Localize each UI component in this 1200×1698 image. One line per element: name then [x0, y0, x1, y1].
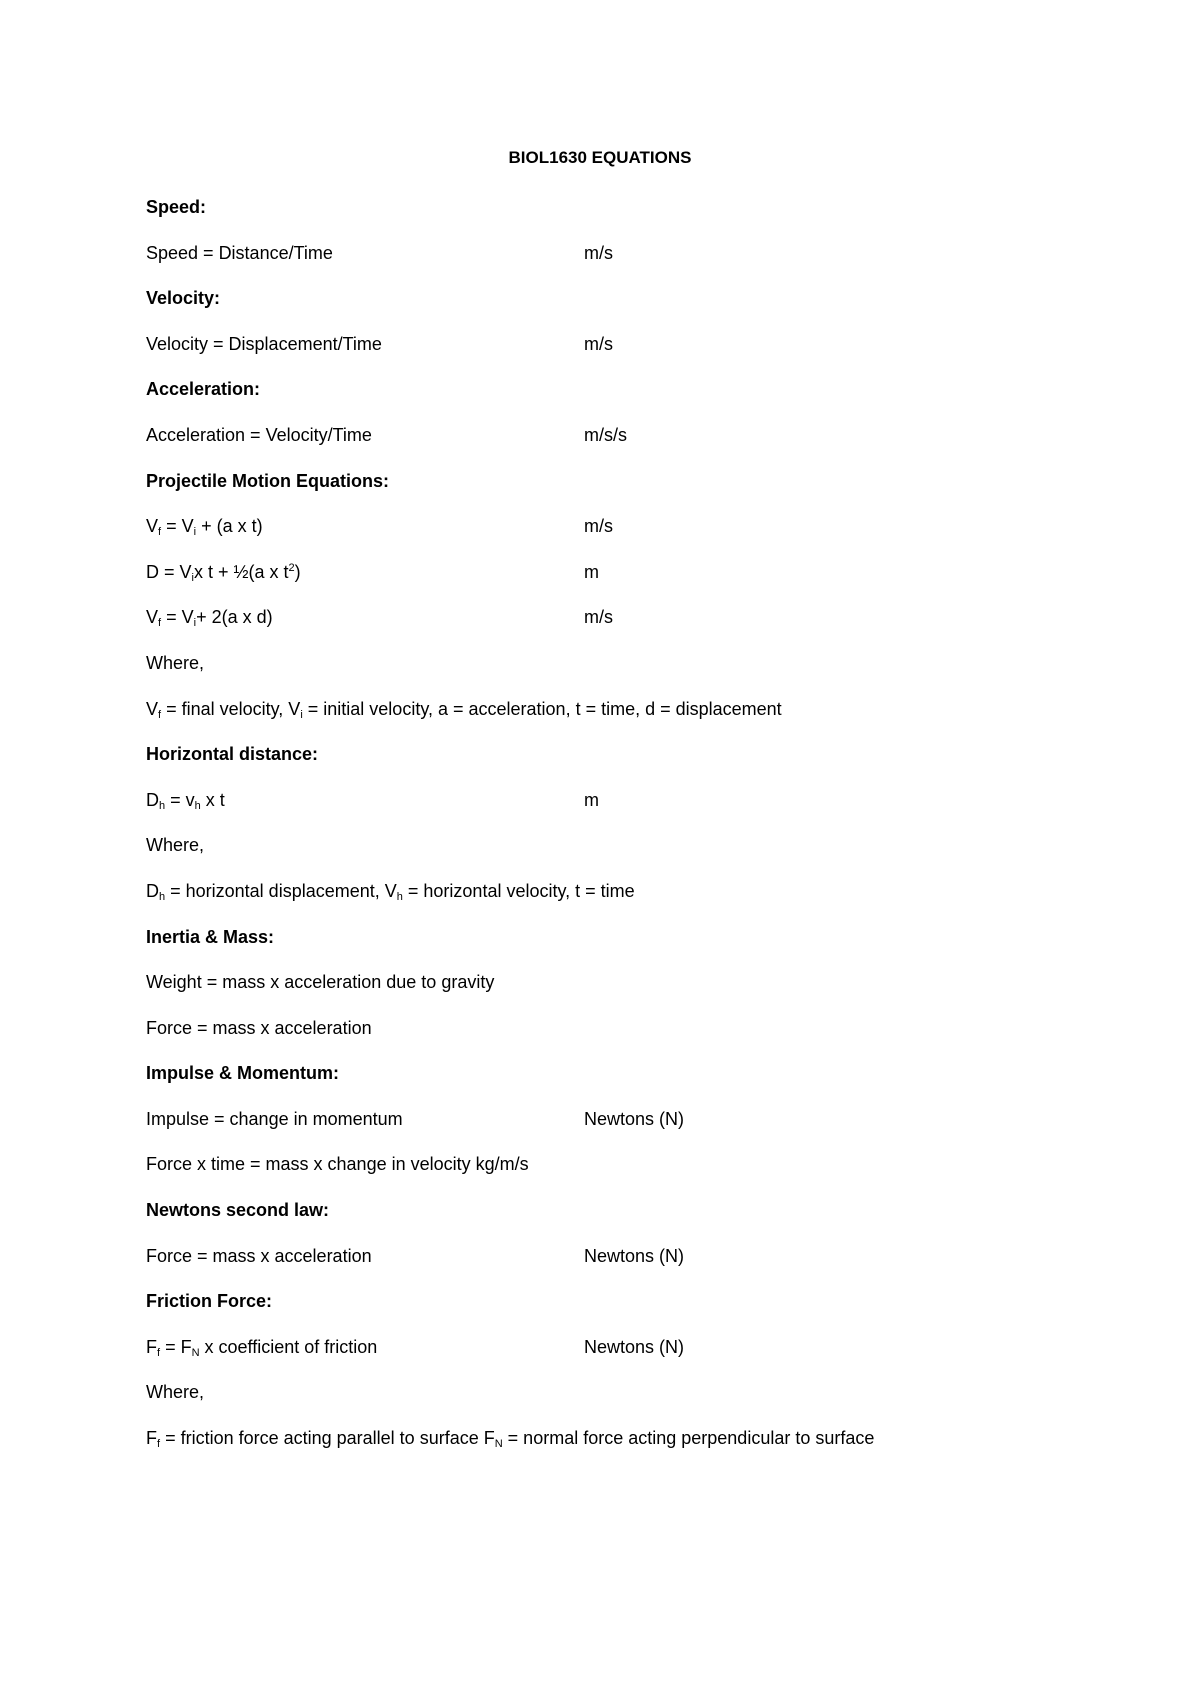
document-body — [146, 196, 1146, 1473]
acceleration-unit: m/s/s — [584, 424, 627, 445]
projectile-equation-1-row — [146, 515, 1146, 561]
var-f: F — [146, 1336, 157, 1357]
newton-heading: Newtons second law: — [146, 1200, 330, 1221]
document-title: BIOL1630 EQUATIONS — [508, 148, 692, 167]
subscript-i: i — [193, 617, 197, 630]
var-v: V — [146, 698, 159, 719]
friction-equation-row — [146, 1336, 1146, 1382]
subscript-f: f — [157, 1346, 161, 1359]
var-d: D — [146, 789, 159, 810]
subscript-n: N — [191, 1346, 200, 1359]
velocity-heading: Velocity: — [146, 288, 221, 309]
projectile-where: Where, — [146, 652, 205, 673]
var-v: V — [146, 516, 159, 537]
velocity-unit: m/s — [584, 333, 613, 354]
projectile-equation-1 — [146, 516, 263, 539]
impulse-equation-2: Force x time = mass x change in velocity kg/m/s — [146, 1154, 529, 1175]
subscript-i: i — [191, 571, 194, 584]
equation-rest: + 2(a x d) — [196, 607, 273, 628]
subscript-h: h — [159, 890, 166, 903]
projectile-equation-3-row — [146, 606, 1146, 652]
speed-equation: Speed = Distance/Time — [146, 242, 333, 263]
subscript-h: h — [159, 799, 166, 812]
horizontal-equation — [146, 790, 225, 810]
acceleration-heading: Acceleration: — [146, 379, 261, 400]
definition-text-2: = normal force acting perpendicular to surface — [502, 1428, 875, 1449]
projectile-equation-1-unit: m/s — [584, 516, 613, 537]
projectile-heading: Projectile Motion Equations: — [146, 470, 390, 491]
equation-part-b: x t + ½(a x t — [193, 561, 289, 582]
equation-part-c: ) — [294, 561, 301, 582]
velocity-equation-row — [146, 333, 1146, 379]
projectile-equation-2-unit: m — [584, 561, 599, 582]
friction-unit: Newtons (N) — [584, 1336, 685, 1357]
projectile-equation-3 — [146, 607, 273, 630]
equals-v: = V — [161, 607, 194, 628]
var-f: F — [146, 1428, 157, 1449]
subscript-f: f — [158, 617, 162, 630]
speed-unit: m/s — [584, 242, 613, 263]
equation-rest: x coefficient of friction — [199, 1336, 378, 1357]
subscript-i: i — [300, 708, 303, 721]
projectile-definitions — [146, 698, 1146, 744]
equation-rest: + (a x t) — [196, 516, 263, 537]
equals-v: = v — [165, 789, 195, 810]
definition-text-1: = friction force acting parallel to surface F — [160, 1428, 495, 1449]
impulse-heading: Impulse & Momentum: — [146, 1063, 340, 1084]
subscript-f: f — [157, 1438, 161, 1451]
impulse-equation-1-row — [146, 1108, 1146, 1154]
var-v: V — [146, 607, 159, 628]
definition-text-1: = horizontal displacement, V — [165, 880, 397, 901]
newton-equation-row — [146, 1245, 1146, 1291]
subscript-n: N — [494, 1438, 503, 1451]
acceleration-equation: Acceleration = Velocity/Time — [146, 424, 372, 445]
equals-f: = F — [160, 1336, 192, 1357]
speed-equation-row — [146, 242, 1146, 288]
var-d: D — [146, 880, 159, 901]
inertia-heading: Inertia & Mass: — [146, 926, 275, 947]
impulse-unit: Newtons (N) — [584, 1108, 685, 1129]
projectile-equation-2 — [146, 562, 301, 582]
subscript-h: h — [396, 890, 403, 903]
friction-heading: Friction Force: — [146, 1291, 273, 1312]
subscript-h: h — [194, 799, 201, 812]
friction-where: Where, — [146, 1382, 205, 1403]
impulse-equation-1: Impulse = change in momentum — [146, 1108, 403, 1129]
projectile-equation-3-unit: m/s — [584, 607, 613, 628]
horizontal-heading: Horizontal distance: — [146, 744, 319, 765]
newton-unit: Newtons (N) — [584, 1245, 685, 1266]
friction-definitions — [146, 1427, 1146, 1473]
subscript-f: f — [158, 526, 162, 539]
speed-heading: Speed: — [146, 197, 207, 217]
definition-text-2: = horizontal velocity, t = time — [402, 880, 635, 901]
horizontal-unit: m — [584, 789, 599, 810]
equals-v: = V — [161, 516, 194, 537]
friction-equation — [146, 1337, 377, 1357]
definition-text-1: = final velocity, V — [161, 698, 301, 719]
superscript-2: 2 — [288, 561, 295, 574]
horizontal-definitions — [146, 880, 1146, 926]
inertia-equation-2: Force = mass x acceleration — [146, 1017, 372, 1038]
subscript-i: i — [193, 526, 197, 539]
subscript-f: f — [158, 708, 162, 721]
equation-rest: x t — [200, 789, 225, 810]
horizontal-equation-row — [146, 789, 1146, 835]
velocity-equation: Velocity = Displacement/Time — [146, 333, 382, 354]
newton-equation: Force = mass x acceleration — [146, 1245, 372, 1266]
horizontal-where: Where, — [146, 835, 205, 856]
projectile-equation-2-row — [146, 561, 1146, 607]
definition-text-2: = initial velocity, a = acceleration, t = time, d = displacement — [302, 698, 782, 719]
inertia-equation-1: Weight = mass x acceleration due to gravity — [146, 972, 495, 993]
acceleration-equation-row — [146, 424, 1146, 470]
equation-part-a: D = V — [146, 561, 192, 582]
